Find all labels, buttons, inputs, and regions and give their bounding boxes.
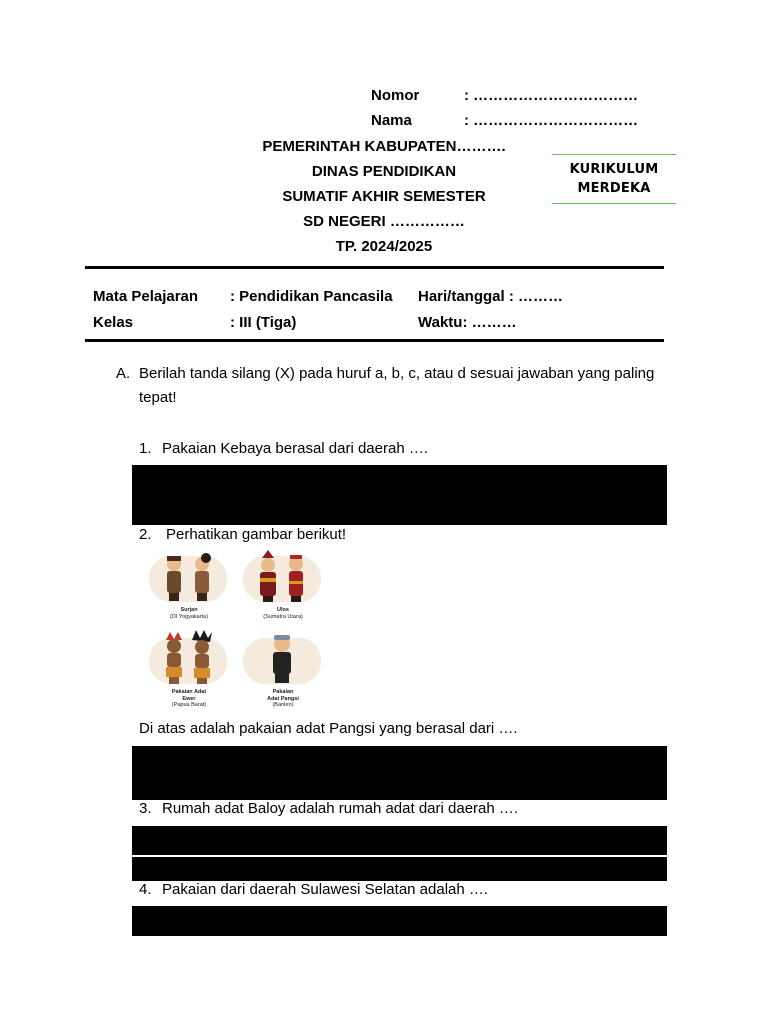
figure-surjan	[144, 548, 234, 630]
ewer-couple-illustration	[144, 630, 234, 690]
question-4-number: 4.	[139, 881, 152, 898]
mapel-value: : Pendidikan Pancasila	[230, 288, 393, 305]
question-2-followup: Di atas adalah pakaian adat Pangsi yang berasal dari ….	[139, 720, 518, 737]
figure-ulos	[238, 548, 328, 630]
question-3-text: Rumah adat Baloy adalah rumah adat dari daerah ….	[162, 800, 519, 817]
surjan-couple-illustration	[144, 548, 234, 608]
redaction-block	[132, 857, 667, 881]
traditional-clothing-figure	[144, 548, 328, 712]
section-a-marker: A.	[116, 365, 131, 382]
kurikulum-line-1: KURIKULUM	[569, 162, 659, 177]
header-divider-bottom	[85, 339, 664, 342]
header-line-sekolah: SD NEGERI ……………	[303, 213, 465, 230]
redaction-block	[132, 826, 667, 855]
header-line-kabupaten: PEMERINTAH KABUPATEN……….	[262, 138, 506, 155]
ewer-name-2: Ewer	[182, 695, 196, 702]
question-1-text: Pakaian Kebaya berasal dari daerah ….	[162, 440, 429, 457]
ewer-name-1: Pakaian Adat	[171, 689, 207, 695]
waktu: Waktu: ………	[418, 314, 517, 331]
question-3-number: 3.	[139, 800, 152, 817]
redaction-block	[132, 746, 667, 800]
question-2-number: 2.	[139, 526, 152, 543]
section-a-instruction-2: tepat!	[139, 389, 177, 406]
question-4-text: Pakaian dari daerah Sulawesi Selatan adalah ….	[162, 881, 489, 898]
nomor-value: : ……………………………	[464, 87, 639, 104]
nama-label: Nama	[371, 112, 412, 129]
figure-ewer	[144, 630, 234, 712]
section-a-instruction-1: Berilah tanda silang (X) pada huruf a, b, c, atau d sesuai jawaban yang paling	[139, 365, 655, 382]
redaction-block	[132, 906, 667, 936]
figure-pangsi	[238, 630, 328, 712]
header-line-sumatif: SUMATIF AKHIR SEMESTER	[282, 188, 486, 205]
surjan-region: (DI Yogyakarta)	[170, 613, 208, 620]
pangsi-name-2: Adat Pangsi	[267, 695, 299, 702]
redaction-block	[132, 465, 667, 525]
kurikulum-badge	[552, 154, 676, 204]
pangsi-man-illustration	[238, 630, 328, 690]
ulos-couple-illustration	[238, 548, 328, 608]
header-line-dinas: DINAS PENDIDIKAN	[311, 163, 457, 180]
kelas-value: : III (Tiga)	[230, 314, 297, 331]
nama-value: : ……………………………	[464, 112, 639, 129]
ulos-region: (Sumatra Utara)	[263, 613, 303, 620]
hari-tanggal: Hari/tanggal : ………	[418, 288, 564, 305]
pangsi-name-1: Pakaian	[272, 689, 294, 695]
kelas-label: Kelas	[93, 314, 134, 331]
mapel-label: Mata Pelajaran	[93, 288, 199, 305]
header-divider-top	[85, 266, 664, 269]
ulos-name: Ulos	[277, 607, 289, 613]
question-2-text: Perhatikan gambar berikut!	[166, 526, 347, 543]
question-1-number: 1.	[139, 440, 152, 457]
ewer-region: (Papua Barat)	[171, 702, 207, 708]
kurikulum-line-2: MERDEKA	[577, 181, 651, 196]
surjan-name: Surjan	[180, 607, 198, 613]
header-line-tahun: TP. 2024/2025	[335, 238, 433, 255]
pangsi-region: (Banten)	[272, 702, 294, 708]
nomor-label: Nomor	[371, 87, 420, 104]
